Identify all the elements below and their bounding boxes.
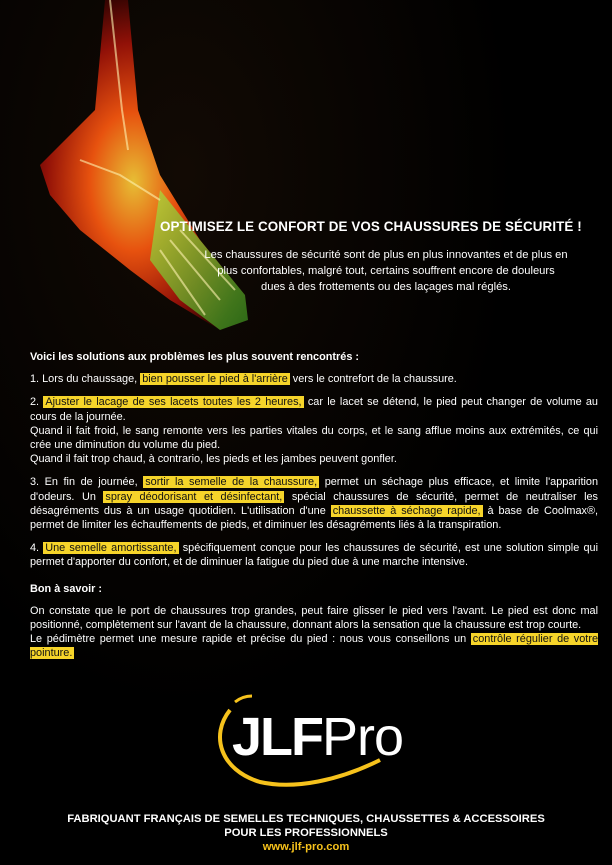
logo-main: JLF [232,707,323,767]
highlight: Une semelle amortissante, [45,542,177,555]
intro-paragraph [178,247,594,295]
solution-item-3 [30,475,598,532]
text [30,632,598,660]
website-link[interactable]: www.jlf-pro.com [262,841,350,853]
footer-line: FABRIQUANT FRANÇAIS DE SEMELLES TECHNIQUES, CHAUSSETTES & ACCESSOIRES [67,813,545,825]
text: 1. Lors du chaussage, [30,373,141,386]
highlight: chaussette à séchage rapide, [332,504,481,517]
solution-item-1 [30,372,598,386]
bon-a-savoir-text [30,604,598,661]
logo-pro: Pro [322,707,404,767]
text: 2. [30,396,44,409]
highlight: sortir la semelle de la chaussure, [145,476,318,489]
highlight: Ajuster le lacage de ses lacets toutes les 2 heures, [45,396,302,409]
text: Le pédimètre permet une mesure rapide et précise du pied : nous vous conseillons un [30,633,471,646]
solution-item-2 [30,395,598,466]
intro-line: dues à des frottements ou des laçages mal réglés. [261,281,511,293]
bon-a-savoir-heading: Bon à savoir : [30,582,103,595]
text: Quand il fait trop chaud, à contrario, les pieds et les jambes peuvent gonfler. [30,453,397,466]
footer-line: POUR LES PROFESSIONNELS [224,827,388,839]
highlight: contrôle régulier de votre pointure. [30,633,598,660]
footer [0,812,612,854]
text: car le lacet se détend, le pied peut changer de volume au cours de la journée. [30,396,598,423]
highlight: spray déodorisant et désinfectant, [105,490,283,503]
text: permet un séchage plus efficace, et limite l'apparition d'odeurs. Un [30,476,599,503]
intro-line: Les chaussures de sécurité sont de plus en plus innovantes et de plus en [204,249,568,261]
text: à base de Coolmax®, permet de limiter les échauffements de pieds, et diminuer les désagréments liés à la transpiration. [30,504,598,532]
text: Quand il fait froid, le sang remonte vers les parties vitales du corps, et le sang afflue moins aux extrémités, ce qui crée une diminution du volume du pied. [30,424,598,452]
solution-item-4 [30,541,598,569]
intro-line: plus confortables, malgré tout, certains souffrent encore de douleurs [217,265,555,277]
page-title: OPTIMISEZ LE CONFORT DE VOS CHAUSSURES DE SÉCURITÉ ! [160,219,582,234]
text: On constate que le port de chaussures trop grandes, peut faire glisser le pied vers l'avant. Le pied est donc mal positionné, complètement sur l'avant de la chaussure, donnant alors la sensation que la chaussure est trop courte. [30,604,598,632]
text: 3. En fin de journée, [30,476,144,489]
solutions-section [30,350,598,670]
jlf-pro-logo [232,706,403,768]
highlight: bien pousser le pied à l'arrière [142,373,288,386]
text: vers le contrefort de la chaussure. [289,373,457,386]
text: spécifiquement conçue pour les chaussures de sécurité, est une solution simple qui permet d'apporter du confort, et de diminuer la fatigue du pied due à une marche intensive. [30,542,598,569]
text: 4. [30,542,44,555]
text: spécial chaussures de sécurité, permet de neutraliser les désagréments dus à un usage quotidien. L'utilisation d'une [30,490,598,517]
solutions-heading: Voici les solutions aux problèmes les plus souvent rencontrés : [30,351,360,363]
